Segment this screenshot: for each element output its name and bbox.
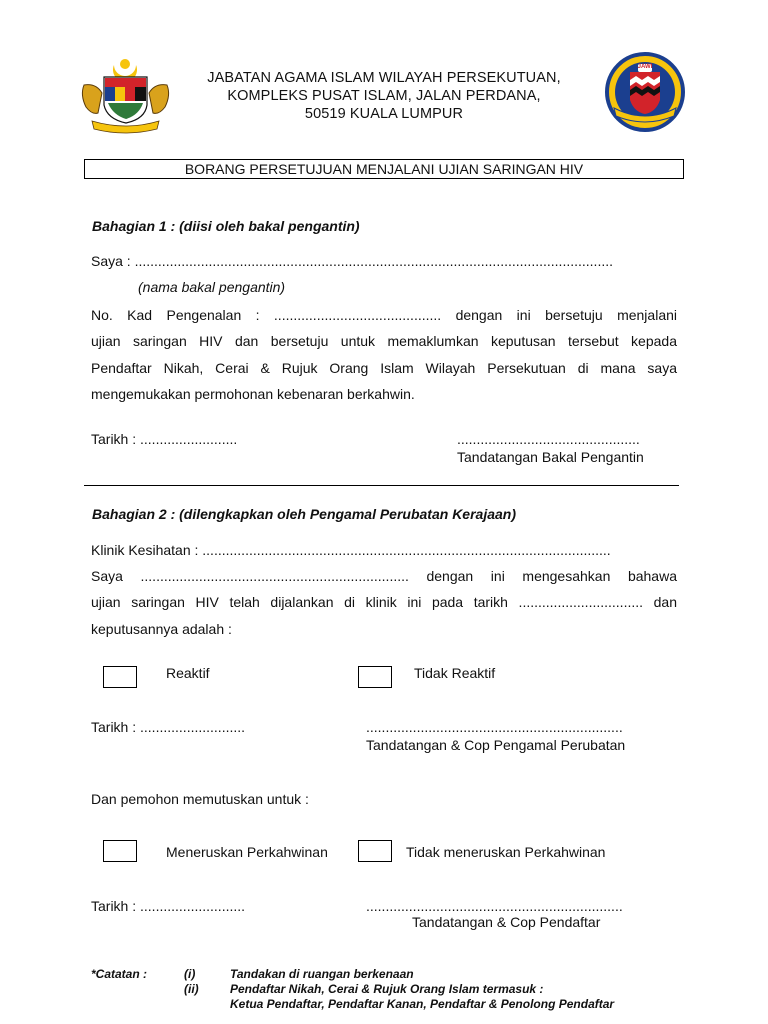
form-title: BORANG PERSETUJUAN MENJALANI UJIAN SARINGAN HIV [84,159,684,179]
section2-date-field-2[interactable]: Tarikh : ........................... [91,898,246,914]
registrar-signature-field[interactable]: .................................................................. [366,898,623,914]
header-line-1: JABATAN AGAMA ISLAM WILAYAH PERSEKUTUAN, [207,70,561,86]
note-number: (i) [184,967,196,981]
decision-request-line: Dan pemohon memutuskan untuk : [91,791,309,807]
tidak-reaktif-checkbox[interactable] [358,666,392,688]
reaktif-checkbox[interactable] [103,666,137,688]
section1-signature-field[interactable]: ............................................... [457,431,640,447]
section2-date-field[interactable]: Tarikh : ........................... [91,719,246,735]
section2-clinic-line[interactable]: Klinik Kesihatan : ......................................................................................................... [91,542,611,558]
section1-para-line: mengemukakan permohonan kebenaran berkahwin. [91,385,415,402]
section1-paragraph [91,302,677,407]
notes-label: *Catatan : [91,967,148,981]
section2-para-line: Saya ..................................................................... dengan ini mengesahkan bahawa [91,568,677,584]
section1-para-line: Pendaftar Nikah, Cerai & Rujuk Orang Islam Wilayah Persekutuan di mana saya [91,359,677,376]
jawi-emblem-logo [600,50,690,134]
header-line-3: 50519 KUALA LUMPUR [304,106,464,122]
reaktif-label: Reaktif [166,665,210,681]
section1-para-line: ujian saringan HIV dan bersetuju untuk memaklumkan keputusan tersebut kepada [91,333,677,350]
section1-heading: Bahagian 1 : (diisi oleh bakal pengantin) [92,218,360,234]
section2-signature-field[interactable]: .................................................................. [366,719,623,735]
note-text: Pendaftar Nikah, Cerai & Rujuk Orang Islam termasuk : [230,982,544,996]
header-line-2: KOMPLEKS PUSAT ISLAM, JALAN PERDANA, [227,88,541,104]
tidak-meneruskan-label: Tidak meneruskan Perkahwinan [406,844,606,860]
meneruskan-checkbox[interactable] [103,840,137,862]
section2-para-line: keputusannya adalah : [91,620,232,637]
note-text: Tandakan di ruangan berkenaan [230,967,414,981]
meneruskan-label: Meneruskan Perkahwinan [166,844,328,860]
section-divider [84,485,679,486]
section2-paragraph [91,563,677,642]
section1-signature-label: Tandatangan Bakal Pengantin [457,449,644,465]
section2-para-line: ujian saringan HIV telah dijalankan di klinik ini pada tarikh ................................ dan [91,594,677,611]
section1-para-line: No. Kad Pengenalan : ........................................... dengan ini bersetuju menjalani [91,307,677,323]
section2-heading: Bahagian 2 : (dilengkapkan oleh Pengamal Perubatan Kerajaan) [92,506,517,522]
tidak-reaktif-label: Tidak Reaktif [414,665,496,681]
section1-name-line: Saya : ........................................................................................................................... [91,253,614,269]
note-continuation: Ketua Pendaftar, Pendaftar Kanan, Pendaftar & Penolong Pendaftar [230,997,615,1011]
section1-name-hint: (nama bakal pengantin) [138,279,286,295]
jawi-emblem-text: JAWI [637,64,653,70]
section2-signature-label: Tandatangan & Cop Pengamal Perubatan [366,737,626,753]
tidak-meneruskan-checkbox[interactable] [358,840,392,862]
registrar-signature-label: Tandatangan & Cop Pendaftar [412,914,601,930]
note-number: (ii) [184,982,199,996]
section1-date-field[interactable]: Tarikh : ......................... [91,431,238,447]
